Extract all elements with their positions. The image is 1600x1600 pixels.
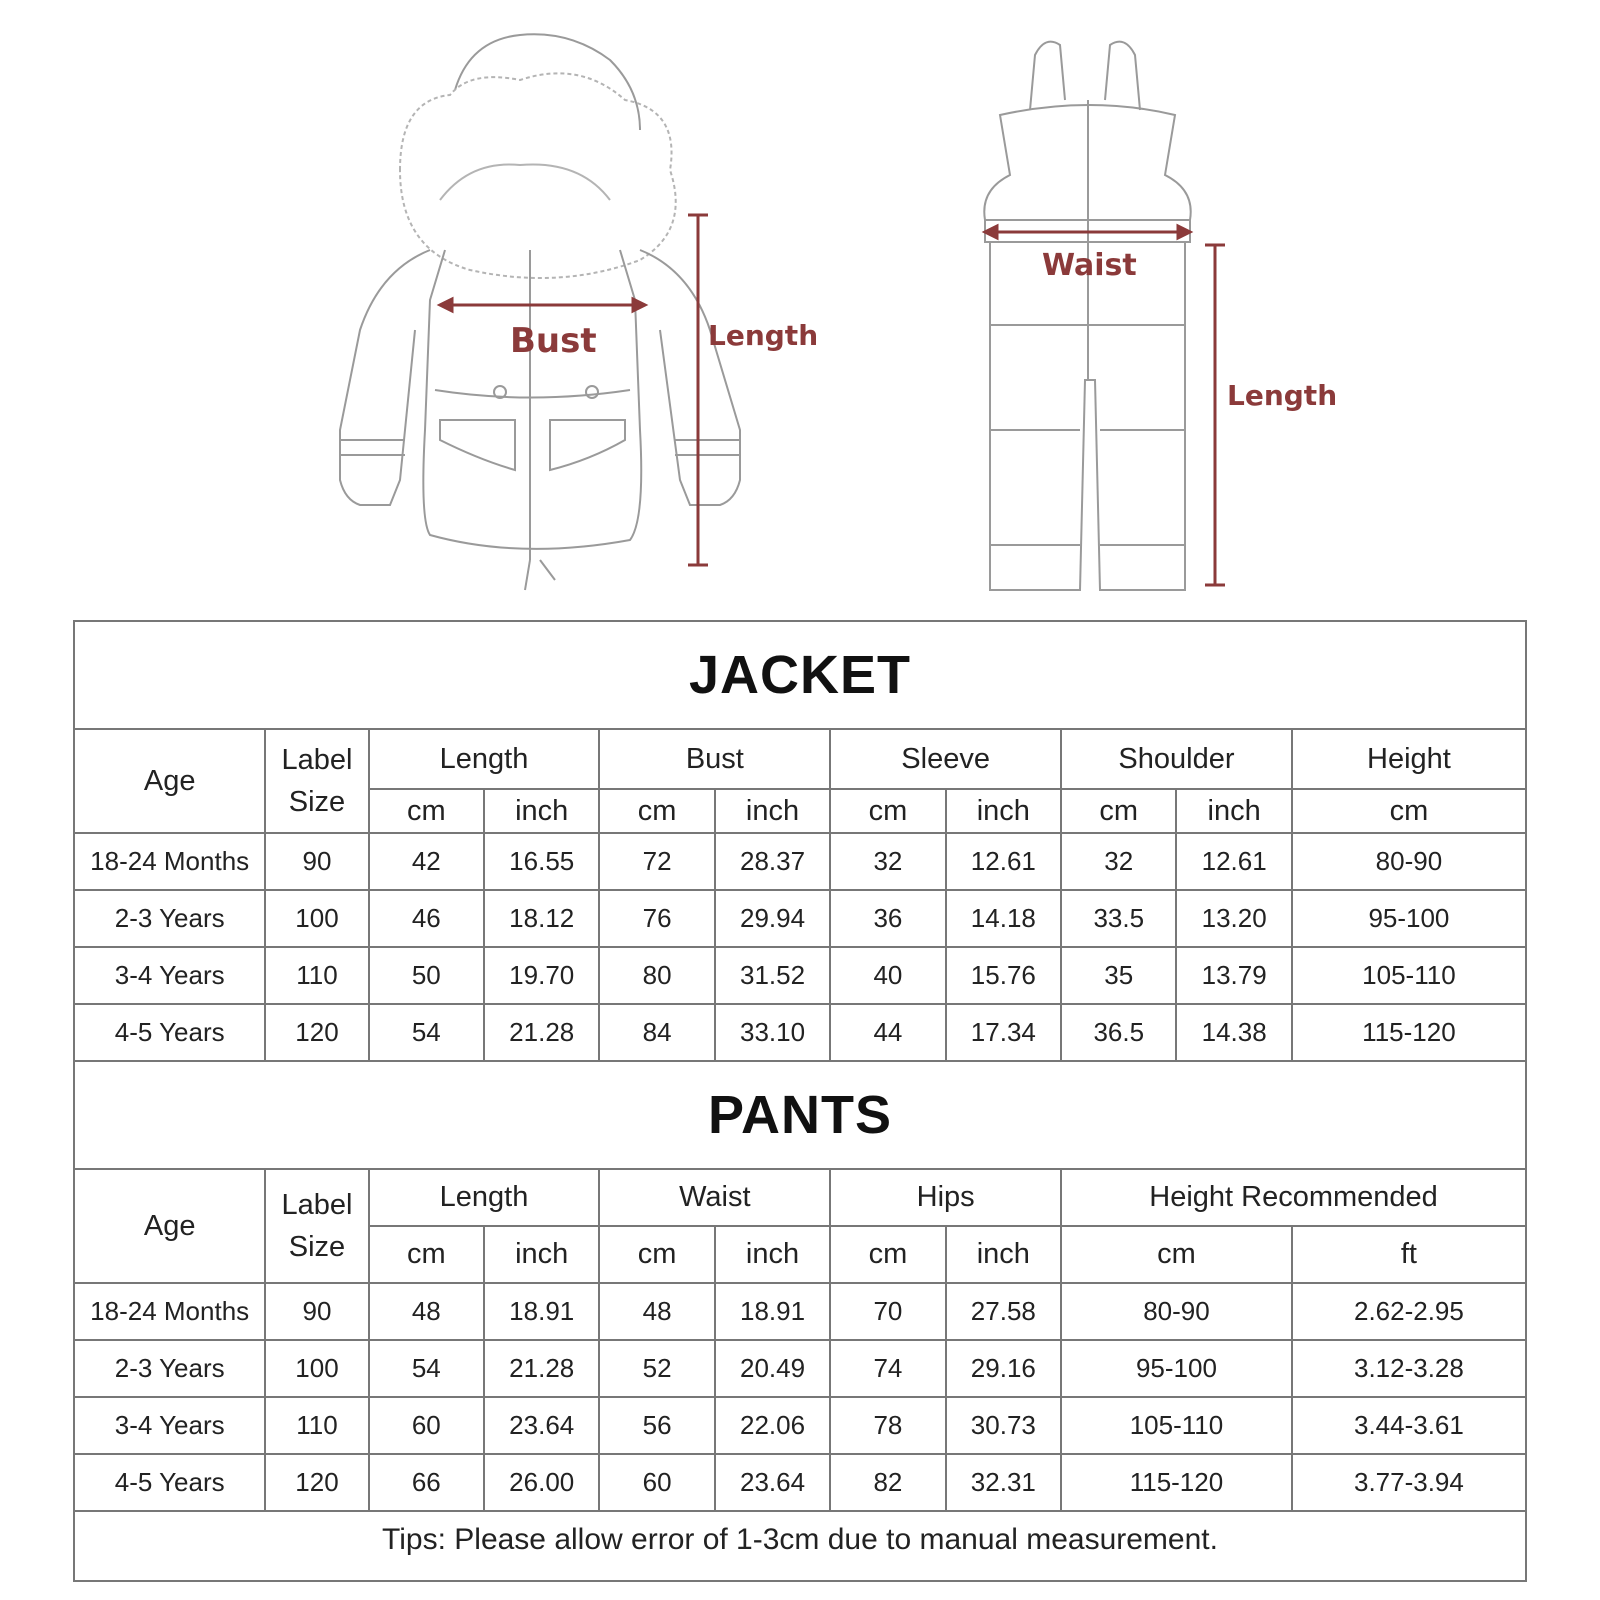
jacket-title: JACKET bbox=[75, 622, 1525, 729]
cell: 82 bbox=[830, 1454, 945, 1511]
cell: 3-4 Years bbox=[75, 947, 265, 1004]
cell: 120 bbox=[265, 1004, 368, 1061]
cell: 4-5 Years bbox=[75, 1004, 265, 1061]
jacket-unit: cm bbox=[369, 789, 484, 833]
jacket-age-header: Age bbox=[75, 729, 265, 833]
cell: 78 bbox=[830, 1397, 945, 1454]
cell: 66 bbox=[369, 1454, 484, 1511]
cell: 120 bbox=[265, 1454, 368, 1511]
cell: 4-5 Years bbox=[75, 1454, 265, 1511]
cell: 18.12 bbox=[484, 890, 599, 947]
cell: 31.52 bbox=[715, 947, 830, 1004]
jacket-group-bust: Bust bbox=[599, 729, 830, 789]
jacket-unit: cm bbox=[830, 789, 945, 833]
cell: 110 bbox=[265, 1397, 368, 1454]
cell: 54 bbox=[369, 1004, 484, 1061]
cell: 23.64 bbox=[715, 1454, 830, 1511]
cell: 100 bbox=[265, 890, 368, 947]
cell: 15.76 bbox=[946, 947, 1061, 1004]
jacket-unit: inch bbox=[715, 789, 830, 833]
pants-unit: inch bbox=[946, 1226, 1061, 1283]
cell: 29.16 bbox=[946, 1340, 1061, 1397]
pants-unit: ft bbox=[1292, 1226, 1525, 1283]
cell: 3-4 Years bbox=[75, 1397, 265, 1454]
cell: 17.34 bbox=[946, 1004, 1061, 1061]
cell: 30.73 bbox=[946, 1397, 1061, 1454]
pants-row bbox=[75, 1397, 1525, 1454]
cell: 28.37 bbox=[715, 833, 830, 890]
pants-group-length: Length bbox=[369, 1169, 600, 1226]
cell: 80-90 bbox=[1292, 833, 1525, 890]
jacket-row bbox=[75, 947, 1525, 1004]
jacket-group-sleeve: Sleeve bbox=[830, 729, 1061, 789]
pants-unit: cm bbox=[369, 1226, 484, 1283]
cell: 12.61 bbox=[1176, 833, 1291, 890]
cell: 32 bbox=[830, 833, 945, 890]
pants-group-waist: Waist bbox=[599, 1169, 830, 1226]
jacket-unit: cm bbox=[1292, 789, 1525, 833]
cell: 52 bbox=[599, 1340, 714, 1397]
pants-unit: cm bbox=[830, 1226, 945, 1283]
pants-unit: inch bbox=[484, 1226, 599, 1283]
pants-row bbox=[75, 1283, 1525, 1340]
cell: 33.5 bbox=[1061, 890, 1176, 947]
jacket-row bbox=[75, 833, 1525, 890]
cell: 95-100 bbox=[1061, 1340, 1292, 1397]
jacket-unit: cm bbox=[599, 789, 714, 833]
cell: 80-90 bbox=[1061, 1283, 1292, 1340]
cell: 14.18 bbox=[946, 890, 1061, 947]
bust-label: Bust bbox=[510, 321, 597, 361]
cell: 72 bbox=[599, 833, 714, 890]
cell: 32.31 bbox=[946, 1454, 1061, 1511]
pants-unit: cm bbox=[1061, 1226, 1292, 1283]
jacket-sketch bbox=[340, 34, 740, 590]
pants-age-header: Age bbox=[75, 1169, 265, 1283]
cell: 18.91 bbox=[715, 1283, 830, 1340]
cell: 42 bbox=[369, 833, 484, 890]
jacket-unit: inch bbox=[946, 789, 1061, 833]
cell: 56 bbox=[599, 1397, 714, 1454]
pants-title: PANTS bbox=[75, 1061, 1525, 1169]
jacket-unit: inch bbox=[484, 789, 599, 833]
jacket-group-shoulder: Shoulder bbox=[1061, 729, 1292, 789]
cell: 60 bbox=[369, 1397, 484, 1454]
pants-unit: cm bbox=[599, 1226, 714, 1283]
pants-unit: inch bbox=[715, 1226, 830, 1283]
pants-row bbox=[75, 1454, 1525, 1511]
cell: 18-24 Months bbox=[75, 833, 265, 890]
pants-sketch bbox=[984, 42, 1190, 590]
jacket-row bbox=[75, 1004, 1525, 1061]
cell: 16.55 bbox=[484, 833, 599, 890]
cell: 70 bbox=[830, 1283, 945, 1340]
cell: 2-3 Years bbox=[75, 890, 265, 947]
jacket-row bbox=[75, 890, 1525, 947]
cell: 32 bbox=[1061, 833, 1176, 890]
jacket-length-label: Length bbox=[708, 319, 819, 352]
cell: 46 bbox=[369, 890, 484, 947]
cell: 3.77-3.94 bbox=[1292, 1454, 1525, 1511]
cell: 110 bbox=[265, 947, 368, 1004]
cell: 50 bbox=[369, 947, 484, 1004]
cell: 40 bbox=[830, 947, 945, 1004]
cell: 29.94 bbox=[715, 890, 830, 947]
cell: 36.5 bbox=[1061, 1004, 1176, 1061]
jacket-unit: inch bbox=[1176, 789, 1291, 833]
pants-group-hips: Hips bbox=[830, 1169, 1061, 1226]
cell: 20.49 bbox=[715, 1340, 830, 1397]
jacket-unit: cm bbox=[1061, 789, 1176, 833]
waist-label: Waist bbox=[1042, 248, 1137, 283]
jacket-group-length: Length bbox=[369, 729, 600, 789]
cell: 105-110 bbox=[1061, 1397, 1292, 1454]
cell: 33.10 bbox=[715, 1004, 830, 1061]
pants-length-label: Length bbox=[1227, 379, 1338, 412]
tips-note: Tips: Please allow error of 1-3cm due to manual measurement. bbox=[75, 1511, 1525, 1567]
cell: 21.28 bbox=[484, 1004, 599, 1061]
cell: 74 bbox=[830, 1340, 945, 1397]
cell: 90 bbox=[265, 1283, 368, 1340]
cell: 54 bbox=[369, 1340, 484, 1397]
cell: 12.61 bbox=[946, 833, 1061, 890]
cell: 105-110 bbox=[1292, 947, 1525, 1004]
pants-row bbox=[75, 1340, 1525, 1397]
cell: 48 bbox=[369, 1283, 484, 1340]
jacket-label-size-header: Label Size bbox=[265, 729, 368, 833]
garment-illustration bbox=[0, 0, 1600, 610]
cell: 90 bbox=[265, 833, 368, 890]
cell: 115-120 bbox=[1061, 1454, 1292, 1511]
cell: 23.64 bbox=[484, 1397, 599, 1454]
cell: 2-3 Years bbox=[75, 1340, 265, 1397]
cell: 115-120 bbox=[1292, 1004, 1525, 1061]
cell: 13.20 bbox=[1176, 890, 1291, 947]
cell: 18.91 bbox=[484, 1283, 599, 1340]
cell: 48 bbox=[599, 1283, 714, 1340]
cell: 36 bbox=[830, 890, 945, 947]
cell: 2.62-2.95 bbox=[1292, 1283, 1525, 1340]
cell: 3.44-3.61 bbox=[1292, 1397, 1525, 1454]
pants-label-size-header: Label Size bbox=[265, 1169, 368, 1283]
cell: 80 bbox=[599, 947, 714, 1004]
cell: 14.38 bbox=[1176, 1004, 1291, 1061]
cell: 26.00 bbox=[484, 1454, 599, 1511]
cell: 35 bbox=[1061, 947, 1176, 1004]
cell: 100 bbox=[265, 1340, 368, 1397]
pants-group-height-recommended: Height Recommended bbox=[1061, 1169, 1525, 1226]
cell: 18-24 Months bbox=[75, 1283, 265, 1340]
cell: 13.79 bbox=[1176, 947, 1291, 1004]
cell: 95-100 bbox=[1292, 890, 1525, 947]
cell: 21.28 bbox=[484, 1340, 599, 1397]
cell: 27.58 bbox=[946, 1283, 1061, 1340]
cell: 22.06 bbox=[715, 1397, 830, 1454]
cell: 84 bbox=[599, 1004, 714, 1061]
cell: 3.12-3.28 bbox=[1292, 1340, 1525, 1397]
size-chart bbox=[73, 620, 1527, 1582]
size-table bbox=[75, 622, 1525, 1567]
jacket-group-height: Height bbox=[1292, 729, 1525, 789]
cell: 60 bbox=[599, 1454, 714, 1511]
cell: 76 bbox=[599, 890, 714, 947]
cell: 19.70 bbox=[484, 947, 599, 1004]
cell: 44 bbox=[830, 1004, 945, 1061]
